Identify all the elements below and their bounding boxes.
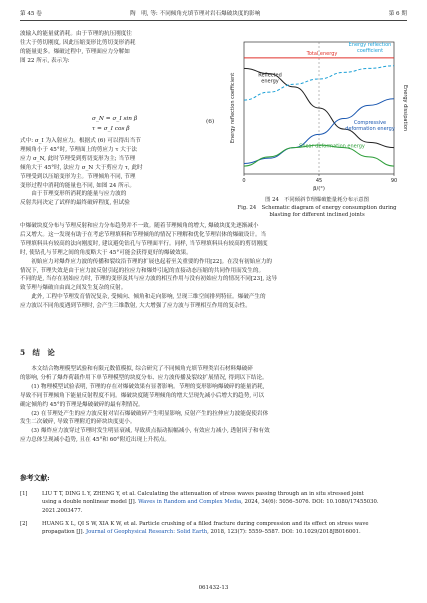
text-line: 时, 使钻孔与节理之间的角度略大于 45°可能会获得更好的爆破效果。 [20,249,192,256]
x-tick-label: 90 [390,178,398,184]
journal-link[interactable]: Waves in Random and Complex Media [138,499,242,506]
section-title: 5 结 论 [20,348,55,357]
left-column-top [20,30,216,66]
text-line: 发生二次破碎, 导致节理附近的碎块块度更小。 [20,419,136,426]
reference-text: 2021.2003477. [42,507,83,514]
text-line: (3) 爆炸应力波穿过节理时发生明显衰减, 导致质点振动振幅减小, 有效应力减小, 透射因子和有效 [20,428,270,435]
reference-text: HUANG X L, QI S W, XIA K W, et al. Particle crushing of a filled fracture during compression and its effect on stress wave [42,521,369,527]
text-line: (2) 在节理处产生的应力波反射对岩石爆破破碎产生明显影响, 反射产生的拉伸应力波能促使岩体 [20,410,269,417]
equation-number: (6) [206,119,215,125]
text-line: 确定倾角约 45°的节理是爆破破碎的最有利情况。 [20,401,144,408]
text-line: 波输入的能量就消耗。由于节理的抗压刚度往 [20,31,132,37]
series-label-1: Reflected energy [258,72,282,85]
text-line: 往大于剪切刚度, 因此压缩变形比剪切变形消耗 [20,39,136,46]
text-line: (1) 物理模型试验表明, 节理的存在对爆破效果有显著影响。节理的变形影响爆破碎的能量消耗, [20,383,265,390]
conclusions [20,365,407,445]
equation-line: σ_N = σ_I sin β [92,116,138,122]
text-line: 后又增大。这一发现有助于在考虑节理填料和节理倾角的情况下理解和优化节理岩体的爆破设计。当 [20,231,267,238]
running-header [20,8,407,21]
text-line: 倾角大于 45°时, 法应力 σ_N 大于剪应力 τ, 此时 [20,164,143,171]
text-line: 节理受到以压缩变形为主。节理倾角不同, 节理 [20,173,136,180]
body-paragraphs [20,222,407,311]
journal-link[interactable]: Journal of Geophysical Research: Solid Earth [85,529,208,536]
equation-6 [92,114,215,134]
energy-chart [222,34,412,194]
text-line: 此外, 工程中节理发育情况复杂, 受倾向、倾角和走向影响, 呈现三维空间排列特征。爆破产生的 [20,294,266,301]
text-line: 初始应力对爆炸应力波的传播和裂纹沿节理的扩展也起着至关重要的作用[22]。在没有初始应力的 [20,258,273,265]
series-label-3: Compressive deformation energy [345,119,395,132]
x-axis-label: β/(°) [313,186,325,192]
x-tick-label: 45 [315,178,323,184]
text-line: 应力总体呈现减小趋势, 且在 45°和 60°附近出现上升拐点。 [20,437,171,444]
text-line: 致节理与爆破自由面之间发生复杂的反射。 [20,285,127,292]
text-line: 应力波以不同角度遇到节理时, 会产生三维散射, 大大增强了应力波与节理相互作用的复杂性。 [20,303,251,310]
y-axis-label-left: Energy reflection coefficient [230,72,236,144]
text-line: 图 22 所示, 表示为: [20,57,70,64]
figure-caption [222,197,412,220]
series-label-2: Energy reflection coefficient [348,41,392,54]
reference-text: propagation [J]. Journal of Geophysical Research: Solid Earth, 2018, 123(7): 5559–5587. DOI: 10.1029/2018JB016001. [42,529,361,536]
series-label-0: Total energy [306,50,338,57]
equation-line: τ = σ_I cos β [92,126,130,132]
caption-en: blasting for different inclined joints [269,212,365,218]
text-line: 本文结合物理模型试验和有限元数值模拟, 综合研究了不同倾角充填节理类岩石材料爆破碎 [20,366,253,372]
text-line: 的影响, 分析了爆炸荷载作用下单节理模型的块度分布、应力波传播及裂纹扩展情况, 得到以下结论。 [20,374,268,381]
text-line: 不同的是, 当存在初始应力时, 节理的变形及其与应力波的相互作用与没有初始应力的情况不同[23], 这导 [20,276,278,283]
text-line: 反射共同决定了试样的最终破碎程度, 但试验 [20,200,130,207]
text-line: 情况下, 节理失效是由于应力波反射引起的拉应力和爆炸引起的直接动态压缩的共同作用而发生的。 [20,267,265,274]
text-line: 应力 σ_N, 此时节理受到剪切变形为主; 当节理 [20,155,136,162]
text-line: 导致不同节理倾角下能量反射程度不同。爆破块度随节理倾角的增大呈现先减小后增大的趋势, 可以 [20,392,265,399]
text-line: 中爆破块度分布与节理反射和应力分布趋势并不一致。随着节理倾角的增大, 爆破块度先逐渐减小 [20,223,259,229]
x-tick-label: 0 [242,178,246,184]
y-axis-label-right: Energy dissipation [402,84,408,132]
header-volume: 第 45 卷 [20,11,42,17]
page-number: 061432-13 [198,585,229,591]
text-line: 节理填料具有较高的法向刚度时, 建议避免钻孔与节理面平行。同样, 当节理填料具有较高的剪切刚度 [20,240,268,247]
caption-cn: 图 24 不同倾斜节理爆破能量耗分布示意图 [265,197,369,203]
text-line: 的能量更多。爆破过程中, 节理面应力分解如 [20,48,130,55]
header-issue: 第 6 期 [388,11,407,17]
reference-number: [1] [20,491,28,497]
text-line: 式中: σ_I 为入射应力。根据式 (6) 可以得出当节 [20,138,141,144]
header-title: 陶 明, 等: 不同倾角充填节理对岩石爆破块度的影响 [130,11,261,17]
references-title: 参考文献: [20,474,50,482]
series-label-4: Shear deformation energy [299,143,365,150]
reference-text: using a double nonlinear model [J]. Waves in Random and Complex Media, 2024, 34(6): 5056–5076. DOI: 10.1080/17455030. [42,499,379,506]
caption-en: Fig. 24 Schematic diagram of energy consumption during [237,204,397,211]
reference-text: LIU T T, DING L Y, ZHENG Y, et al. Calculating the attenuation of stress waves passing through an in situ stressed joint [42,491,364,497]
text-line: 变形过程中消耗的能量也不同, 如图 24 所示。 [20,182,135,189]
reference-number: [2] [20,521,28,527]
left-column-middle [20,137,216,208]
text-line: 由于节理变形所消耗的能量与应力波的 [20,191,127,198]
text-line: 理倾角小于 45°时, 节理面上的剪应力 τ 大于法 [20,146,137,153]
